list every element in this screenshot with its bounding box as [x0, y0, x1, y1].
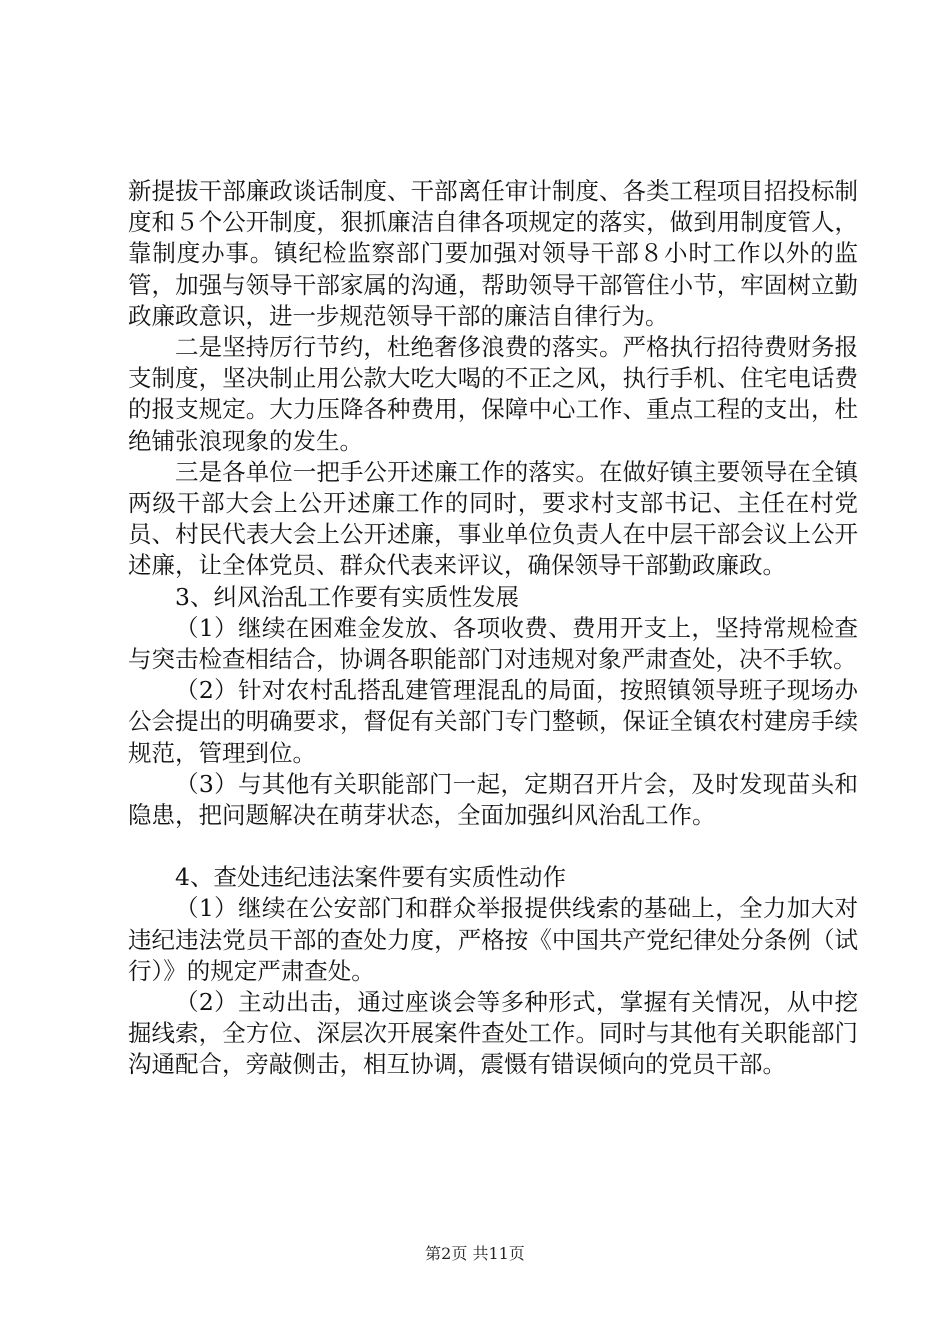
list-item-3-3: （3）与其他有关职能部门一起，定期召开片会，及时发现苗头和隐患，把问题解决在萌芽状态，全面加强纠风治乱工作。 [128, 769, 858, 830]
paragraph-public-report: 三是各单位一把手公开述廉工作的落实。在做好镇主要领导在全镇两级干部大会上公开述廉工作的同时，要求村支部书记、主任在村党员、村民代表大会上公开述廉，事业单位负责人在中层干部会议上公开述廉，让全体党员、群众代表来评议，确保领导干部勤政廉政。 [128, 457, 858, 580]
section-heading-3: 3、纠风治乱工作要有实质性发展 [175, 582, 519, 611]
paragraph-continuation: 新提拔干部廉政谈话制度、干部离任审计制度、各类工程项目招投标制度和５个公开制度，狠抓廉洁自律各项规定的落实，做到用制度管人，靠制度办事。镇纪检监察部门要加强对领导干部８小时工作以外的监管，加强与领导干部家属的沟通，帮助领导干部管住小节，牢固树立勤政廉政意识，进一步规范领导干部的廉洁自律行为。 [128, 177, 858, 330]
paragraph-frugality: 二是坚持厉行节约，杜绝奢侈浪费的落实。严格执行招待费财务报支制度，坚决制止用公款大吃大喝的不正之风，执行手机、住宅电话费的报支规定。大力压降各种费用，保障中心工作、重点工程的支出，杜绝铺张浪现象的发生。 [128, 333, 858, 455]
list-item-4-1: （1）继续在公安部门和群众举报提供线索的基础上，全力加大对违纪违法党员干部的查处力度，严格按《中国共产党纪律处分条例（试行）》的规定严肃查处。 [128, 894, 858, 985]
document-body [128, 176, 858, 1081]
section-heading-4: 4、查处违纪违法案件要有实质性动作 [175, 863, 566, 892]
list-item-3-2: （2）针对农村乱搭乱建管理混乱的局面，按照镇领导班子现场办公会提出的明确要求，督促有关部门专门整顿，保证全镇农村建房手续规范，管理到位。 [128, 676, 858, 767]
page-number-footer: 第2页 共11页 [425, 1244, 525, 1263]
list-item-4-2: （2）主动出击，通过座谈会等多种形式，掌握有关情况，从中挖掘线索，全方位、深层次开展案件查处工作。同时与其他有关职能部门沟通配合，旁敲侧击，相互协调，震慑有错误倾向的党员干部。 [128, 988, 858, 1079]
list-item-3-1: （1）继续在困难金发放、各项收费、费用开支上，坚持常规检查与突击检查相结合，协调各职能部门对违规对象严肃查处，决不手软。 [128, 613, 858, 674]
